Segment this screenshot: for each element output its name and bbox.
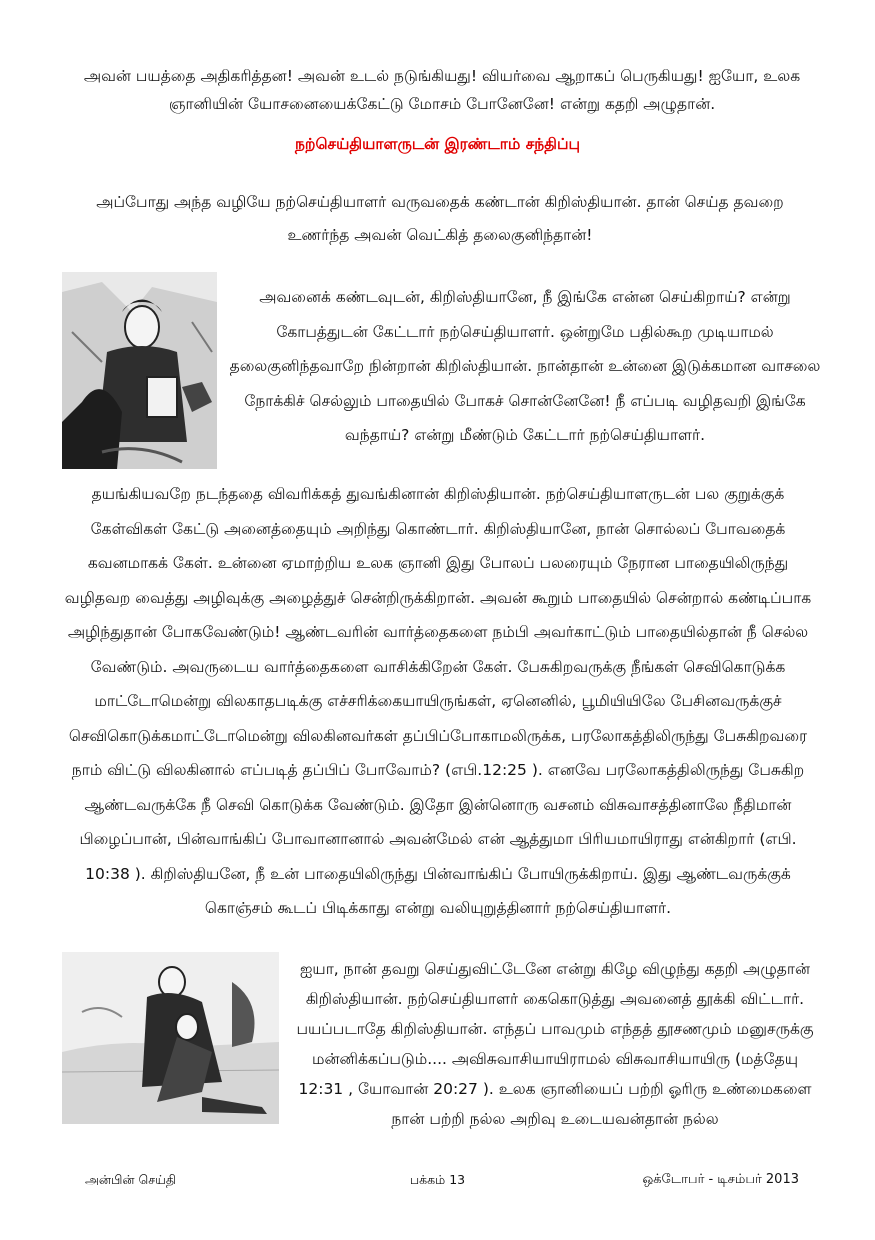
kneeling-drawing <box>62 952 279 1124</box>
footer-issue-date: ஒக்டோபர் - டிசம்பர் 2013 <box>642 1172 799 1187</box>
evangelist-drawing <box>62 272 217 469</box>
footer-page-number: பக்கம் 13 <box>409 1172 466 1187</box>
footer-publication: அன்பின் செய்தி <box>85 1172 177 1187</box>
evangelist-illustration <box>62 272 217 469</box>
christian-kneeling-illustration <box>62 952 279 1124</box>
section-heading: நற்செய்தியாளருடன் இரண்டாம் சந்திப்பு <box>294 135 581 153</box>
illustrated-paragraph-1: அவனைக் கண்டவுடன், கிறிஸ்தியானே, நீ இங்கே என்ன செய்கிறாய்? என்று கோபத்துடன் கேட்டார் நற்செய்தியாளர். ஒன்றுமே பதில்கூற முடியாமல் தலைகுனிந்தவாறே நின்றான் கிறிஸ்தியான். நான்தான் உன்னை இடுக்கமான வாசலை நோக்கிச் செல்லும் பாதையில் போகச் சொன்னேனே! நீ எப்படி வழிதவறி இங்கே வந்தாய்? என்று மீண்டும் கேட்டார் நற்செய்தியாளர். <box>229 288 821 444</box>
main-paragraph: தயங்கியவறே நடந்ததை விவரிக்கத் துவங்கினான் கிறிஸ்தியான். நற்செய்தியாளருடன் பல குறுக்குக் கேள்விகள் கேட்டு அனைத்தையும் அறிந்து கொண்டார். கிறிஸ்தியானே, நான் சொல்லப் போவதைக் கவனமாகக் கேள். உன்னை ஏமாற்றிய உலக ஞானி இது போலப் பலரையும் நேரான பாதையிலிருந்து வழிதவற வைத்து அழிவுக்கு அழைத்துச் சென்றிருக்கிறான். அவன் கூறும் பாதையில் சென்றால் கண்டிப்பாக அழிந்துதான் போகவேண்டும்! ஆண்டவரின் வார்த்தைகளை நம்பி அவர்காட்டும் பாதையில்தான் நீ செல்ல வேண்டும். அவருடைய வார்த்தைகளை வாசிக்கிறேன் கேள். பேசுகிறவருக்கு நீங்கள் செவிகொடுக்க மாட்டோமென்று விலகாதபடிக்கு எச்சரிக்கையாயிருங்கள், ஏனெனில், பூமியியிலே பேசினவருக்குச் செவிகொடுக்கமாட்டோமென்று விலகினவர்கள் தப்பிப்போகாமலிருக்க, பரலோகத்திலிருந்து பேசுகிறவரை நாம் விட்டு விலகினால் எப்படித் தப்பிப் போவோம்? (எபி.12:25 ). எனவே பரலோகத்திலிருந்து பேசுகிற ஆண்டவருக்கே நீ செவி கொடுக்க வேண்டும். இதோ இன்னொரு வசனம் விசுவாசத்தினாலே நீதிமான் பிழைப்பான், பின்வாங்கிப் போவானானால் அவன்மேல் என் ஆத்துமா பிரியமாயிராது என்கிறார் (எபி. 10:38 ). கிறிஸ்தியனே, நீ உன் பாதையிலிருந்து பின்வாங்கிப் போயிருக்கிறாய். இது ஆண்டவருக்குக் கொஞ்சம் கூடப் பிடிக்காது என்று வலியுறுத்தினார் நற்செய்தியாளர். <box>64 485 812 917</box>
opening-paragraph: அவன் பயத்தை அதிகரித்தன! அவன் உடல் நடுங்கியது! வியர்வை ஆறாகப் பெருகியது! ஐயோ, உலக ஞானியின் யோசனையைக்கேட்டு மோசம் போனேனே! என்று கதறி அழுதான். <box>83 67 801 113</box>
intro-paragraph: அப்போது அந்த வழியே நற்செய்தியாளர் வருவதைக் கண்டான் கிறிஸ்தியான். தான் செய்த தவறை உணர்ந்த அவன் வெட்கித் தலைகுனிந்தான்! <box>96 193 784 244</box>
illustrated-paragraph-2: ஐயா, நான் தவறு செய்துவிட்டேனே என்று கிழே விழுந்து கதறி அழுதான் கிறிஸ்தியான். நற்செய்தியாளர் கைகொடுத்து அவனைத் தூக்கி விட்டார். பயப்படாதே கிறிஸ்தியான். எந்தப் பாவமும் எந்தத் தூசணமும் மனுசருக்கு மன்னிக்கப்படும்.... அவிசுவாசியாயிராமல் விசுவாசியாயிரு (மத்தேயு 12:31 , யோவான் 20:27 ). உலக ஞானியைப் பற்றி ஓரிரு உண்மைகளை நான் பற்றி நல்ல அறிவு உடையவன்தான் நல்ல <box>296 960 814 1128</box>
